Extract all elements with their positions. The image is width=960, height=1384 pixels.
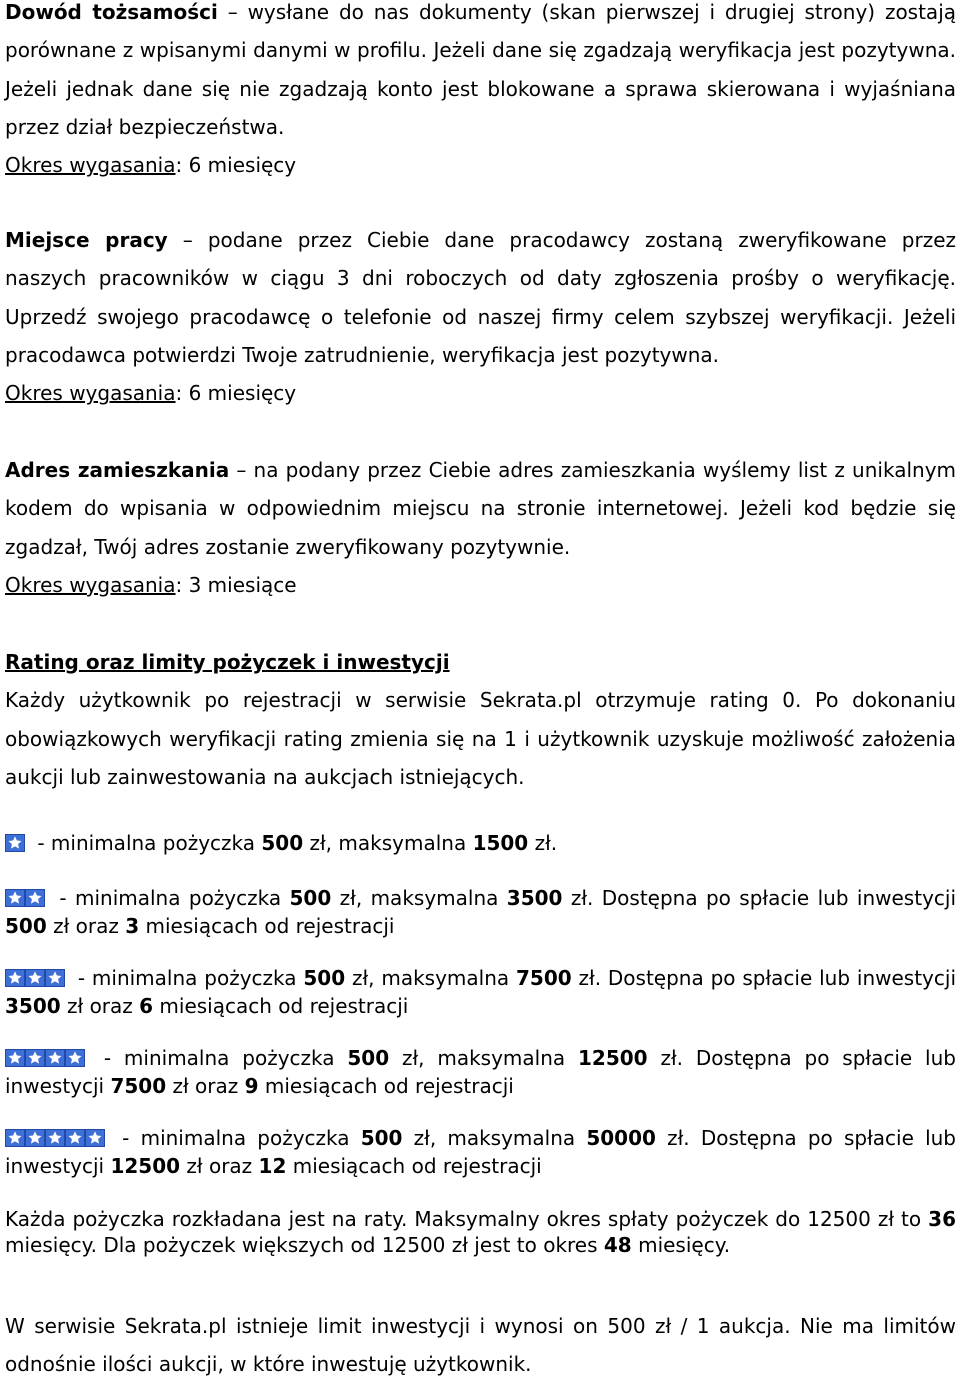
address-section: [5, 451, 956, 604]
address-expiry-label: Okres wygasania: [5, 572, 176, 597]
identity-text: – wysłane do nas dokumenty (skan pierwszej i drugiej strony) zostają porównane z wpisanymi danymi w profilu. Jeżeli dane się zgadzają weryfikacja jest pozytywna. Jeżeli jednak dane się nie zgadzają konto jest blokowane a sprawa skierowana i wyjaśniana przez dział bezpieczeństwa.: [5, 0, 957, 139]
workplace-expiry-value: : 6 miesięcy: [175, 381, 297, 406]
identity-section: [5, 0, 956, 184]
star-icon: [45, 1129, 65, 1147]
rating-level-4: - minimalna pożyczka 500 zł, maksymalna 12500 zł. Dostępna po spłacie lub inwestycji 7500 zł oraz 9 miesiącach od rejestracji: [5, 1046, 956, 1098]
star-icon: [85, 1129, 105, 1147]
workplace-expiry-label: Okres wygasania: [5, 381, 176, 406]
star-icon: [25, 969, 45, 987]
star-icon: [65, 1129, 85, 1147]
workplace-title: Miejsce pracy: [5, 228, 168, 252]
star-icon: [25, 1129, 45, 1147]
address-text: – na podany przez Ciebie adres zamieszkania wyślemy list z unikalnym kodem do wpisania w odpowiednim miejscu na stronie internetowej. Jeżeli kod będzie się zgadzał, Twój adres zostanie zweryfikowany pozytywnie.: [5, 458, 957, 559]
identity-title: Dowód tożsamości: [5, 0, 218, 24]
stars-2: [5, 888, 45, 914]
star-icon: [5, 1129, 25, 1147]
star-icon: [45, 1049, 65, 1067]
rating-level-2: - minimalna pożyczka 500 zł, maksymalna 3500 zł. Dostępna po spłacie lub inwestycji 500 zł oraz 3 miesiącach od rejestracji: [5, 886, 957, 938]
stars-3: [5, 968, 65, 994]
workplace-section: [5, 221, 956, 412]
star-icon: [25, 1049, 45, 1067]
star-icon: [5, 889, 25, 907]
stars-1: [5, 833, 25, 859]
stars-4: [5, 1048, 85, 1074]
rating-level-1: - minimalna pożyczka 500 zł, maksymalna 1500 zł.: [5, 831, 956, 859]
identity-expiry-value: : 6 miesięcy: [175, 153, 297, 178]
star-icon: [45, 969, 65, 987]
rating-intro: Każdy użytkownik po rejestracji w serwisie Sekrata.pl otrzymuje rating 0. Po dokonaniu obowiązkowych weryfikacji rating zmienia się na 1 i użytkownik uzyskuje możliwość założenia aukcji lub zainwestowania na aukcjach istniejących.: [5, 688, 956, 789]
installments-paragraph: Każda pożyczka rozkładana jest na raty. Maksymalny okres spłaty pożyczek do 12500 zł to 36 miesięcy. Dla pożyczek większych od 12500 zł jest to okres 48 miesięcy.: [5, 1207, 956, 1257]
star-icon: [65, 1049, 85, 1067]
identity-expiry-label: Okres wygasania: [5, 153, 176, 178]
address-expiry-value: : 3 miesiące: [175, 572, 297, 597]
investment-limit-paragraph: W serwisie Sekrata.pl istnieje limit inwestycji i wynosi on 500 zł / 1 aukcja. Nie ma limitów odnośnie ilości aukcji, w które inwestuję użytkownik.: [5, 1314, 956, 1377]
star-icon: [25, 889, 45, 907]
rating-section: [5, 643, 956, 796]
star-icon: [5, 1049, 25, 1067]
workplace-text: – podane przez Ciebie dane pracodawcy zostaną zweryfikowane przez naszych pracowników w ciągu 3 dni roboczych od daty zgłoszenia prośby o weryfikację. Uprzedź swojego pracodawcę o telefonie od naszej firmy celem szybszej weryfikacji. Jeżeli pracodawca potwierdzi Twoje zatrudnienie, weryfikacja jest pozytywna.: [5, 228, 956, 367]
address-title: Adres zamieszkania: [5, 458, 230, 482]
rating-level-3: - minimalna pożyczka 500 zł, maksymalna 7500 zł. Dostępna po spłacie lub inwestycji 3500 zł oraz 6 miesiącach od rejestracji: [5, 966, 957, 1018]
stars-5: [5, 1128, 105, 1154]
star-icon: [5, 834, 25, 852]
star-icon: [5, 969, 25, 987]
rating-heading: Rating oraz limity pożyczek i inwestycji: [5, 650, 450, 674]
rating-level-5: - minimalna pożyczka 500 zł, maksymalna 50000 zł. Dostępna po spłacie lub inwestycji 12500 zł oraz 12 miesiącach od rejestracji: [5, 1126, 956, 1178]
